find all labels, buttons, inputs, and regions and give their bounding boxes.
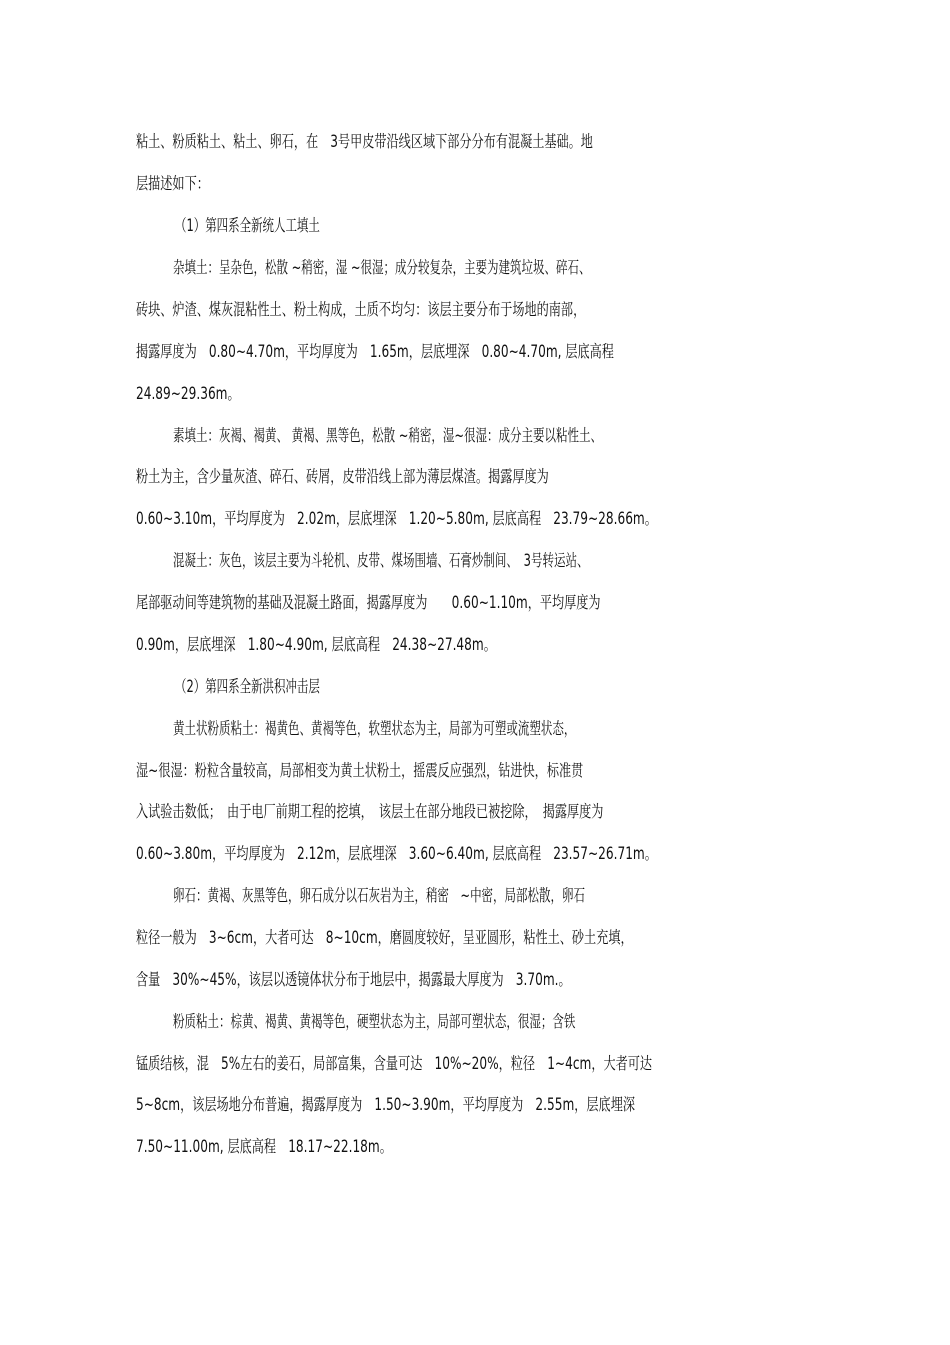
text-line: 粉土为主，含少量灰渣、碎石、砖屑，皮带沿线上部为薄层煤渣。揭露厚度为	[136, 467, 549, 486]
text-line: 5~8cm，该层场地分布普遍，揭露厚度为 1.50~3.90m，平均厚度为 2.55m，层底埋深	[136, 1095, 635, 1114]
text-line: 揭露厚度为 0.80~4.70m，平均厚度为 1.65m，层底埋深 0.80~4.70m, 层底高程	[136, 342, 614, 361]
text-line: 层描述如下：	[136, 174, 209, 193]
text-line: 24.89~29.36m。	[136, 384, 240, 403]
text-line: 含量 30%~45%，该层以透镜体状分布于地层中，揭露最大厚度为 3.70m.。	[136, 970, 571, 989]
text-line: 混凝土：灰色，该层主要为斗轮机、皮带、煤场围墙、石膏炒制间、 3号转运站、	[173, 551, 589, 570]
text-line: 湿~很湿：粉粒含量较高，局部相变为黄土状粉土，摇震反应强烈，钻进快，标准贯	[136, 761, 584, 780]
text-line: 0.60~3.10m，平均厚度为 2.02m，层底埋深 1.20~5.80m, 层底高程 23.79~28.66m。	[136, 509, 657, 528]
text-line: 锰质结核，混 5%左右的姜石，局部富集，含量可达 10%~20%，粒径 1~4cm，大者可达	[136, 1054, 653, 1073]
text-line: 0.90m，层底埋深 1.80~4.90m, 层底高程 24.38~27.48m。	[136, 635, 496, 654]
text-line: 入试验击数低； 由于电厂前期工程的挖填， 该层土在部分地段已被挖除， 揭露厚度为	[136, 802, 604, 821]
section-heading: （1）第四系全新统人工填土	[175, 216, 320, 235]
text-line: 尾部驱动间等建筑物的基础及混凝土路面，揭露厚度为 0.60~1.10m，平均厚度为	[136, 593, 601, 612]
section-heading: （2）第四系全新洪积冲击层	[175, 677, 320, 696]
text-line: 粉质粘土：棕黄、褐黄、黄褐等色，硬塑状态为主，局部可塑状态，很湿；含铁	[173, 1012, 576, 1031]
text-line: 卵石：黄褐、灰黑等色，卵石成分以石灰岩为主，稍密 ~中密，局部松散，卵石	[173, 886, 586, 905]
text-line: 粘土、粉质粘土、粘土、卵石，在 3号甲皮带沿线区域下部分分布有混凝土基础。地	[136, 132, 593, 151]
text-line: 杂填土：呈杂色，松散 ~稍密，湿 ~很湿；成分较复杂，主要为建筑垃圾、碎石、	[173, 258, 591, 277]
text-line: 粒径一般为 3~6cm，大者可达 8~10cm，磨圆度较好，呈亚圆形，粘性土、砂土充填，	[136, 928, 633, 947]
text-line: 砖块、炉渣、煤灰混粘性土、粉土构成，土质不均匀：该层主要分布于场地的南部，	[136, 300, 586, 319]
text-line: 素填土：灰褐、褐黄、 黄褐、黑等色，松散 ~稍密，湿~很湿：成分主要以粘性土、	[173, 426, 602, 445]
text-line: 7.50~11.00m, 层底高程 18.17~22.18m。	[136, 1137, 392, 1156]
text-line: 黄土状粉质粘土：褐黄色、黄褐等色，软塑状态为主，局部为可塑或流塑状态，	[173, 719, 576, 738]
text-line: 0.60~3.80m，平均厚度为 2.12m，层底埋深 3.60~6.40m, 层底高程 23.57~26.71m。	[136, 844, 657, 863]
